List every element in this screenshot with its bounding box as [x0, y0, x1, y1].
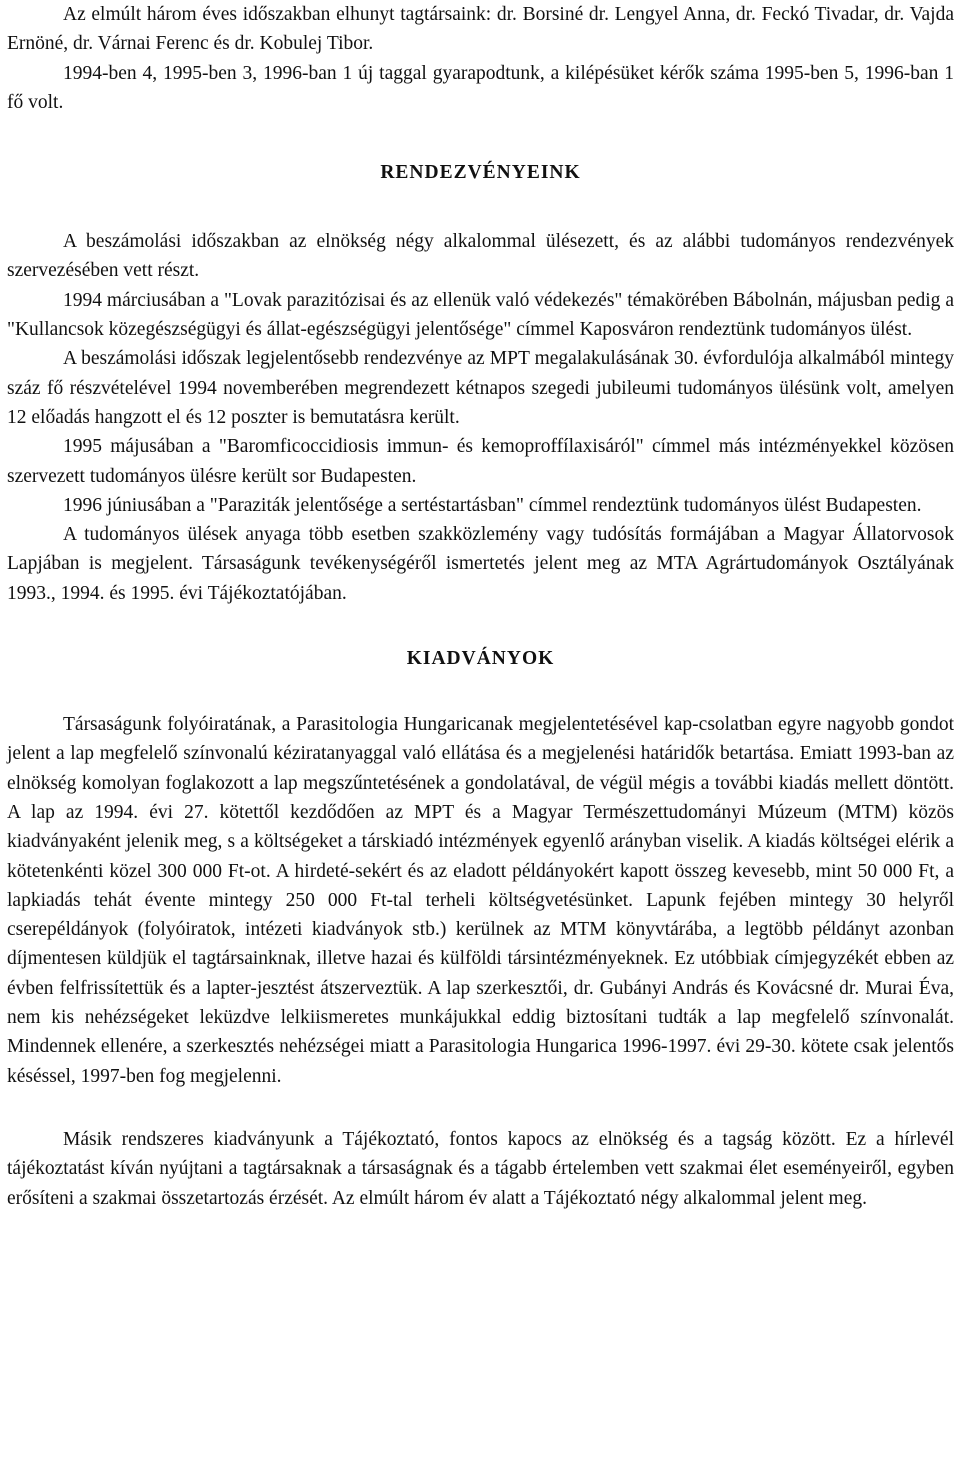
- events-paragraph-6: A tudományos ülések anyaga több esetben szakközlemény vagy tudósítás formájában a Magyar Állatorvosok Lapjában is megjelent. Társaságunk tevékenységéről ismertetés jelent meg az MTA Agrártudományok Osztályának 1993., 1994. és 1995. évi Tájékoztatójában.: [7, 524, 954, 604]
- events-paragraph-5: 1996 júniusában a "Paraziták jelentősége a sertéstartásban" címmel rendeztünk tudományos ülést Budapesten.: [63, 494, 922, 516]
- publications-paragraph-1: Társaságunk folyóiratának, a Parasitologia Hungaricanak megjelentetésével kap-csolatban egyre nagyobb gondot jelent a lap megfelelő színvonalú kéziratanyaggal való ellátása és a megjelenési határidők betartása. Emiatt 1993-ban az elnökség komolyan foglakozott a lap megszűntetésének a gondolatával, de végül mégis a további kiadás mellett döntött. A lap az 1994. évi 27. kötettől kezdődően az MPT és a Magyar Természettudományi Múzeum (MTM) közös kiadványaként jelenik meg, s a költségeket a társkiadó intézmények egyenlő arányban viselik. A kiadás költségei elérik a kötetenkénti közel 300 000 Ft-ot. A hirdeté-sekért és az eladott példányokért kapott összeg kevesebb, mint 50 000 Ft, a lapkiadás tehát évente mintegy 250 000 Ft-tal terheli költségvetésünket. Lapunk fejében mintegy 30 helyről cserepéldányok (folyóiratok, intézeti kiadványok stb.) kerülnek az MTM könyvtárába, a legtöbb példányt azonban díjmentesen küldjük el tagtársainknak, illetve hazai és külföldi társintézményeknek. Ez utóbbiak címjegyzékét ebben az évben felfrissítettük és a lapter-jesztést átszerveztük. A lap szerkesztői, dr. Gubányi András és Kovácsné dr. Murai Éva, nem kis nehézségeket leküzdve lelkiismeretes munkájukkal eddig biztosítani tudták a lap megfelelő színvonalát. Mindennek ellenére, a szerkesztés nehézségei miatt a Parasitologia Hungarica 1996-1997. évi 29-30. kötete csak jelentős késéssel, 1997-ben fog megjelenni.: [7, 714, 954, 1087]
- membership-paragraph: 1994-ben 4, 1995-ben 3, 1996-ban 1 új taggal gyarapodtunk, a kilépésüket kérők száma 1995-ben 5, 1996-ban 1 fő volt.: [7, 62, 954, 113]
- events-paragraph-3: A beszámolási időszak legjelentősebb rendezvénye az MPT megalakulásának 30. évfordulója alkalmából mintegy száz fő részvételével 1994 novemberében megrendezett kétnapos szegedi jubileumi tudományos ülésünk volt, amelyen 12 előadás hangzott el és 12 poszter is bemutatásra került.: [7, 348, 954, 428]
- events-paragraph-4: 1995 májusában a "Baromficoccidiosis immun- és kemoproffílaxisáról" címmel más intézményekkel közösen szervezett tudományos ülésre került sor Budapesten.: [7, 436, 954, 487]
- publications-heading: KIADVÁNYOK: [406, 648, 555, 670]
- publications-paragraph-2: Másik rendszeres kiadványunk a Tájékoztató, fontos kapocs az elnökség és a tagság között. Ez a hírlevél tájékoztatást kíván nyújtani a tagtársaknak a társaságnak és a tágabb értelemben vett szakmai élet eseményeiről, egyben erősíteni a szakmai összetartozás érzését. Az elmúlt három év alatt a Tájékoztató négy alkalommal jelent meg.: [7, 1128, 954, 1209]
- events-paragraph-1: A beszámolási időszakban az elnökség négy alkalommal ülésezett, és az alábbi tudományos rendezvények szervezésében vett részt.: [7, 231, 954, 282]
- events-paragraph-2: 1994 márciusában a "Lovak parazitózisai és az ellenük való védekezés" témakörében Bábolnán, májusban pedig a "Kullancsok közegészségügyi és állat-egészségügyi jelentősége" címmel Kaposváron rendeztünk tudományos ülést.: [7, 289, 954, 341]
- deceased-members-paragraph: Az elmúlt három éves időszakban elhunyt tagtársaink: dr. Borsiné dr. Lengyel Anna, dr. Feckó Tivadar, dr. Vajda Ernöné, dr. Várnai Ferenc és dr. Kobulej Tibor.: [7, 4, 954, 55]
- events-heading: RENDEZVÉNYEINK: [380, 162, 581, 184]
